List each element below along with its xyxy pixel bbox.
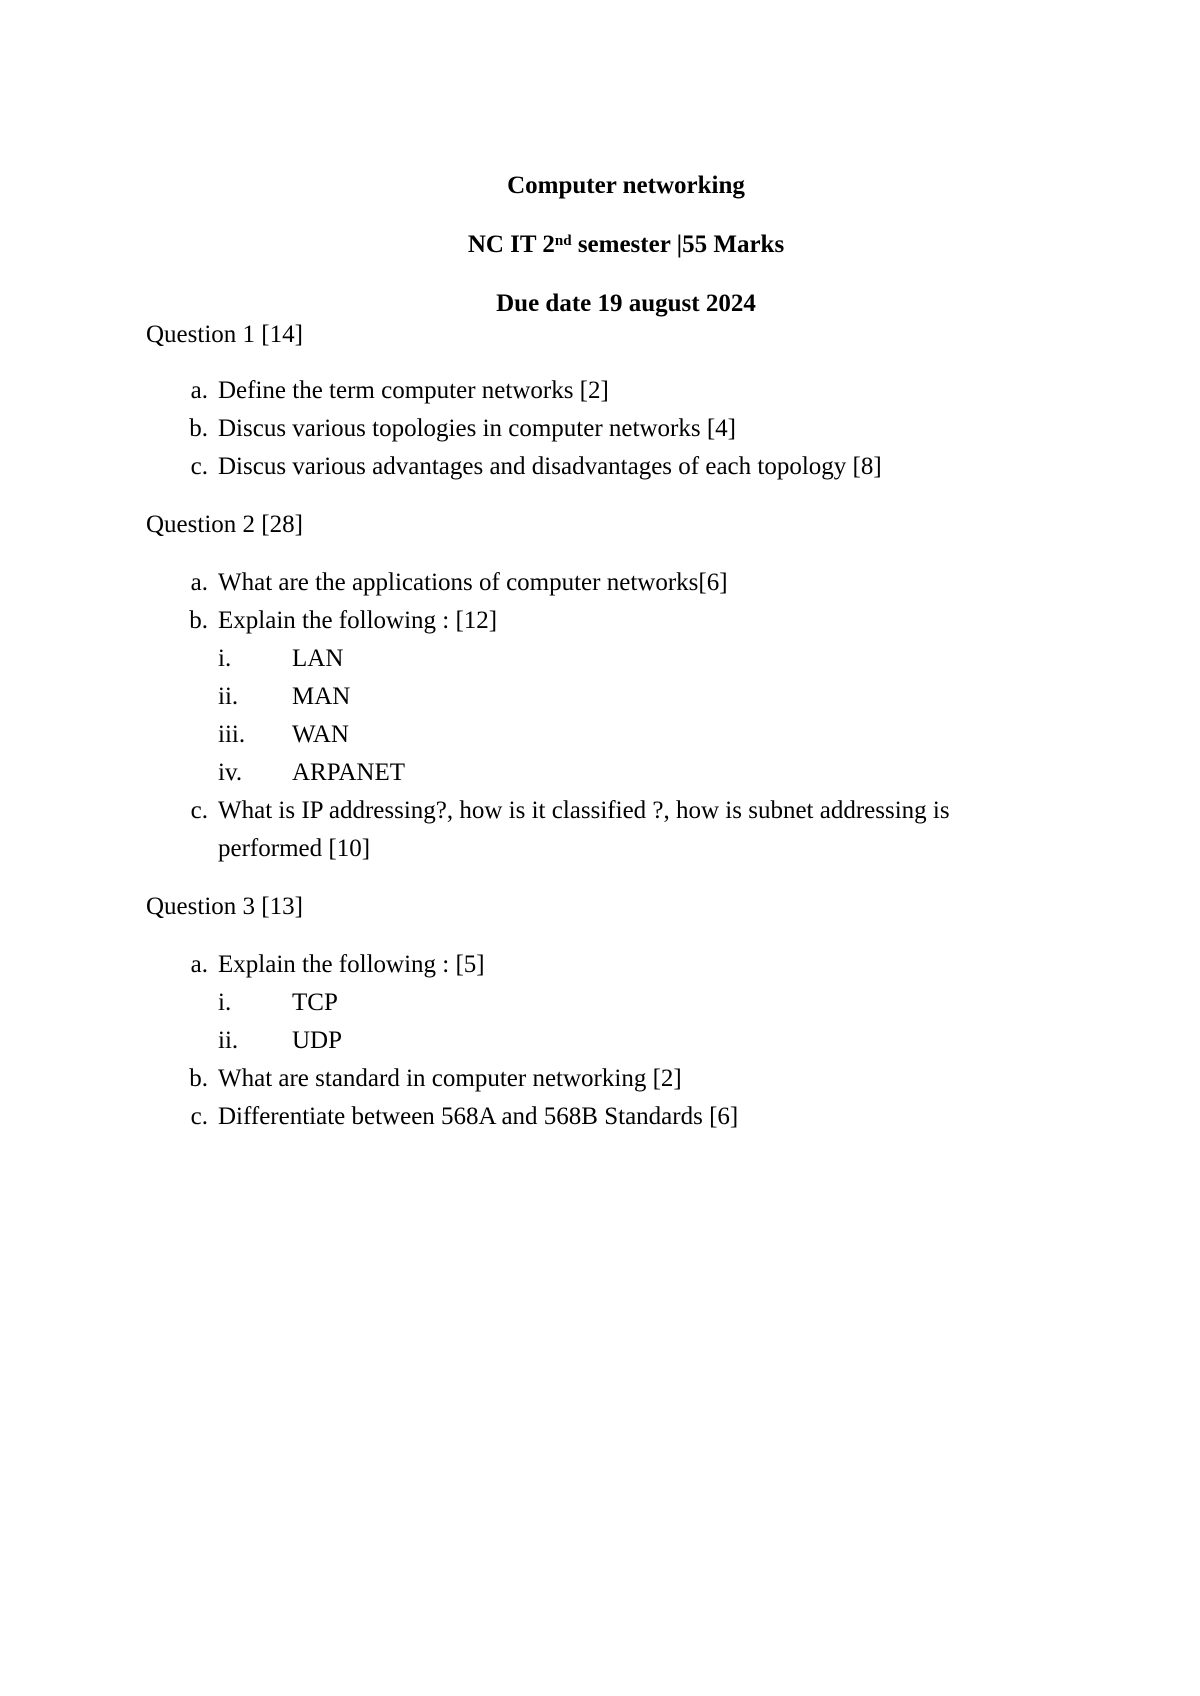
question-3b-text: What are standard in computer networking [2] xyxy=(218,1065,682,1092)
list-marker: c. xyxy=(190,453,208,480)
question-2b-text: Explain the following : [12] xyxy=(218,607,498,634)
list-item xyxy=(189,1064,682,1094)
list-marker: b. xyxy=(189,607,208,634)
list-marker: c. xyxy=(190,797,208,824)
list-marker: a. xyxy=(190,951,208,978)
list-item xyxy=(190,796,950,826)
sub-list-item xyxy=(218,988,338,1018)
question-2-heading: Question 2 [28] xyxy=(146,511,303,538)
sub-item-text: MAN xyxy=(292,683,351,710)
list-item xyxy=(190,376,609,406)
sub-list-marker: iv. xyxy=(218,759,243,786)
sub-list-marker: iii. xyxy=(218,721,246,748)
sub-list-item xyxy=(218,720,349,750)
question-1a-text: Define the term computer networks [2] xyxy=(218,377,609,404)
sub-item-text: WAN xyxy=(292,721,349,748)
list-item xyxy=(190,1102,739,1132)
question-3c-text: Differentiate between 568A and 568B Standards [6] xyxy=(218,1103,739,1130)
list-marker: c. xyxy=(190,1103,208,1130)
sub-item-text: ARPANET xyxy=(292,759,405,786)
document-title: Computer networking xyxy=(507,172,745,199)
sub-item-text: TCP xyxy=(292,989,338,1016)
sub-list-item xyxy=(218,682,351,712)
list-item-continuation: performed [10] xyxy=(218,835,371,862)
list-item xyxy=(189,414,736,444)
sub-list-marker: i. xyxy=(218,989,232,1016)
subtitle-course: NC IT 2 xyxy=(467,231,555,258)
list-marker: b. xyxy=(189,415,208,442)
question-1-heading: Question 1 [14] xyxy=(146,321,303,348)
subtitle-semester-marks: semester |55 Marks xyxy=(571,231,785,258)
document-subtitle xyxy=(0,230,1200,260)
question-1b-text: Discus various topologies in computer networks [4] xyxy=(218,415,736,442)
sub-list-marker: ii. xyxy=(218,683,239,710)
sub-list-marker: i. xyxy=(218,645,232,672)
question-2a-text: What are the applications of computer networks[6] xyxy=(218,569,728,596)
question-1c-text: Discus various advantages and disadvantages of each topology [8] xyxy=(218,453,882,480)
list-item xyxy=(190,568,728,598)
sub-list-marker: ii. xyxy=(218,1027,239,1054)
question-3a-text: Explain the following : [5] xyxy=(218,951,485,978)
list-marker: a. xyxy=(190,377,208,404)
sub-list-item xyxy=(218,758,405,788)
question-2c-text: What is IP addressing?, how is it classified ?, how is subnet addressing is xyxy=(218,797,950,824)
list-marker: a. xyxy=(190,569,208,596)
subtitle-ordinal-suffix: nd xyxy=(554,233,572,249)
sub-item-text: UDP xyxy=(292,1027,343,1054)
list-marker: b. xyxy=(189,1065,208,1092)
sub-item-text: LAN xyxy=(292,645,344,672)
list-item xyxy=(190,452,882,482)
due-date: Due date 19 august 2024 xyxy=(496,290,756,317)
list-item xyxy=(189,606,498,636)
list-item xyxy=(190,950,485,980)
sub-list-item xyxy=(218,644,344,674)
question-3-heading: Question 3 [13] xyxy=(146,893,303,920)
sub-list-item xyxy=(218,1026,343,1056)
